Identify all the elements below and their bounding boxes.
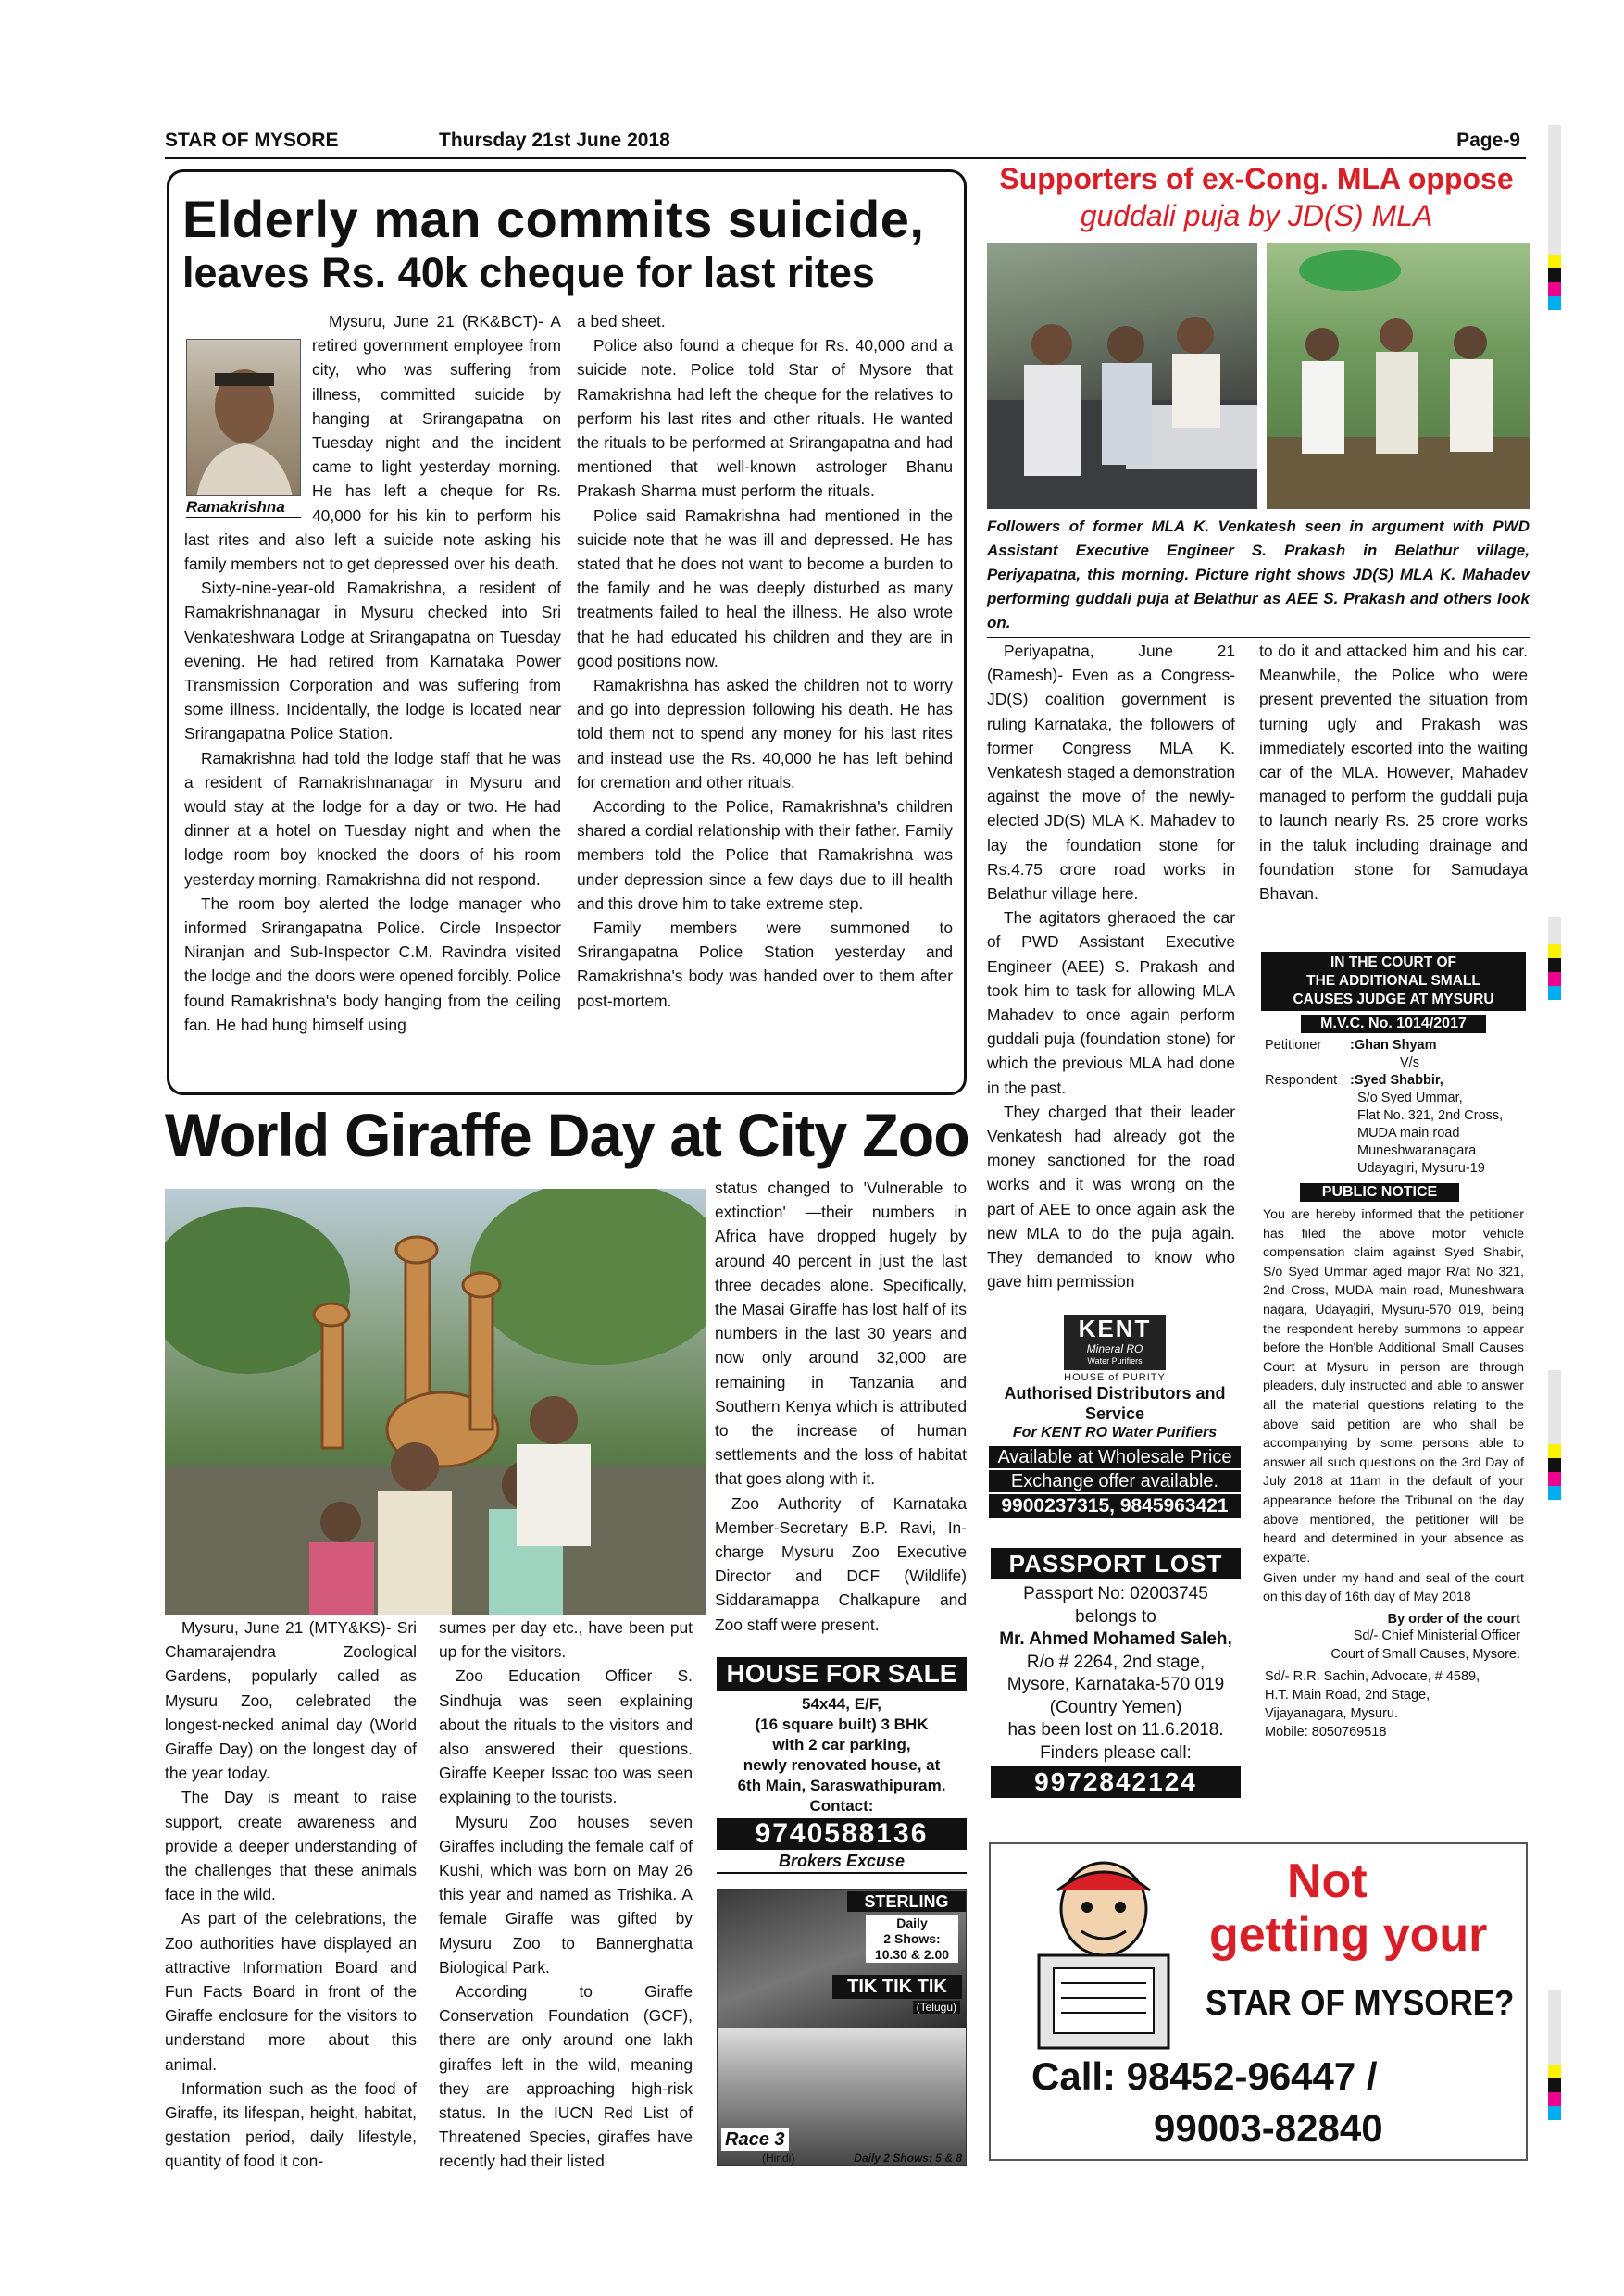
passport-phone: 9972842124 xyxy=(991,1766,1241,1798)
petitioner-label: Petitioner xyxy=(1265,1038,1322,1053)
color-bar-mid2 xyxy=(1548,1370,1561,1500)
court-title-3: CAUSES JUDGE AT MYSURU xyxy=(1293,992,1494,1007)
giraffe-col2-p3: Mysuru Zoo houses seven Giraffes including the female calf of Kushi, which was born on May 26 this year and named as Trishika. A female Giraffe was gifted by Mysuru Zoo to Bannerghatta Biological Park. xyxy=(439,1812,693,1977)
suicide-headline-2: leaves Rs. 40k cheque for last rites xyxy=(182,249,875,296)
respondent-name: :Syed Shabbir, xyxy=(1350,1073,1443,1088)
suicide-col2-p0: a bed sheet. xyxy=(577,312,666,331)
suicide-col1-p2: Sixty-nine-year-old Ramakrishna, a resident of Ramakrishnanagar in Mysuru checked into Sri Venkateshwara Lodge at Srirangapatna on Tuesday evening. He had retired from Karnataka Power Transmission Corporation and was suffering from some illness. Incidentally, the lodge is located near Srirangapatna Police Station. xyxy=(184,579,561,743)
kent-line-3: Available at Wholesale Price xyxy=(989,1446,1241,1468)
guddali-puja-icon xyxy=(1267,243,1530,509)
house-sale-line-1: 54x44, E/F, xyxy=(801,1695,881,1713)
color-bar-mid xyxy=(1548,917,1561,1000)
house-sale-line-6: Contact: xyxy=(809,1797,874,1815)
respondent-addr-4: Muneshwaranagara xyxy=(1357,1143,1477,1158)
sterling-movie-2: Race 3 xyxy=(721,2128,789,2151)
giraffe-col2 xyxy=(439,1616,693,2174)
mla-headline-1: Supporters of ex-Cong. MLA oppose xyxy=(999,162,1514,195)
house-sale-ad xyxy=(717,1657,967,1879)
mla-col1 xyxy=(987,639,1235,1293)
kent-line-1: Authorised Distributors and Service xyxy=(1004,1384,1226,1423)
respondent-addr-5: Udayagiri, Mysuru-19 xyxy=(1357,1161,1485,1176)
giraffe-headline: World Giraffe Day at City Zoo xyxy=(165,1101,969,1169)
house-sale-line-5: 6th Main, Saraswathipuram. xyxy=(737,1777,946,1794)
passport-lost-ad xyxy=(991,1548,1241,1803)
house-sale-phone: 9740588136 xyxy=(717,1818,967,1850)
suicide-col2 xyxy=(577,309,953,1013)
suicide-col2-p1: Police also found a cheque for Rs. 40,000 and a suicide note. Police told Star of Mysore that Ramakrishna had left the cheque for the relatives to perform his last rites and other rituals. He wanted the rituals to be performed at Srirangapatna and had mentioned that well-known astrologer Bhanu Prakash Sharma must perform the rituals. xyxy=(577,336,953,501)
giraffe-col1-p1: Mysuru, June 21 (MTY&KS)- Sri Chamarajendra Zoological Gardens, popularly called as Mysuru Zoo, celebrated the longest-necked animal day (World Giraffe Day) on the longest day of the year today. xyxy=(165,1618,417,1783)
issue-date: Thursday 21st June 2018 xyxy=(439,130,670,151)
passport-line-6: (Country Yemen) xyxy=(1049,1697,1182,1717)
ramakrishna-caption: Ramakrishna xyxy=(186,498,301,518)
sterling-movie-1: TIK TIK TIK xyxy=(832,1975,962,1999)
court-case-no: M.V.C. No. 1014/2017 xyxy=(1301,1015,1486,1033)
petitioner-name: :Ghan Shyam xyxy=(1350,1038,1437,1053)
versus: V/s xyxy=(1400,1055,1419,1070)
court-given: Given under my hand and seal of the court on this day of 16th day of May 2018 xyxy=(1263,1571,1524,1605)
giraffe-col3 xyxy=(715,1176,967,1637)
court-name: Court of Small Causes, Mysore. xyxy=(1330,1647,1520,1663)
suicide-lead: Mysuru, June 21 (RK&BCT)- A retired government employee from city, who was suffering from illness, committed suicide by hanging at Srirangapatna on Tuesday night and the incident came to light yesterday morning. He has left a cheque for Rs. 40,000 for his kin to perform his last rites and also left a suicide note asking his family members not to get depressed over his death. xyxy=(184,312,561,574)
house-sale-title: HOUSE FOR SALE xyxy=(717,1657,967,1691)
suicide-story xyxy=(167,169,967,1095)
mla-photo-right xyxy=(1267,243,1530,509)
passport-line-4: R/o # 2264, 2nd stage, xyxy=(1026,1652,1206,1672)
sterling-daily: Daily xyxy=(896,1915,928,1930)
kent-sub: Mineral RO xyxy=(1086,1342,1143,1355)
page-number: Page-9 xyxy=(1456,130,1520,151)
mla-col2-p1: to do it and attacked him and his car. Meanwhile, the Police who were present prevented the situation from turning ugly and Prakash was immediately escorted into the waiting car of the MLA. However, Mahadev managed to perform the guddali puja to launch nearly Rs. 25 crore works in the taluk including drainage and foundation stone for Samudaya Bhavan. xyxy=(1259,642,1528,904)
mla-col2 xyxy=(1259,639,1528,905)
giraffe-col1-p4: Information such as the food of Giraffe, its lifespan, height, habitat, gestation period, daily lifestyle, quantity of food it con- xyxy=(165,2078,417,2171)
house-sale-footer: Brokers Excuse xyxy=(717,1850,967,1874)
sterling-times: 10.30 & 2.00 xyxy=(874,1947,950,1962)
som-line-2: getting your xyxy=(1209,1908,1488,1962)
newspaper-boy-icon xyxy=(1002,1853,1196,2057)
som-line-1: Not xyxy=(1287,1854,1368,1908)
giraffe-col2-p1: sumes per day etc., have been put up for the visitors. xyxy=(439,1618,693,1662)
house-sale-line-4: newly renovated house, at xyxy=(743,1756,941,1774)
kent-house: HOUSE of PURITY xyxy=(1064,1372,1166,1383)
som-line-4: Call: 98452-96447 / xyxy=(1031,2054,1378,2098)
header-rule xyxy=(165,157,1526,159)
advocate: Sd/- R.R. Sachin, Advocate, # 4589, xyxy=(1265,1669,1480,1685)
giraffe-col3-p1: status changed to 'Vulnerable to extinction' —their numbers in Africa have dropped hugely by around 40 percent in just the last three decades alone. Specifically, the Masai Giraffe has lost half of its numbers in the last 30 years and now only around 32,000 are remaining in Tanzania and Southern Kenya which is attributed to the increase of human settlements and the loss of habitat that goes along with it. xyxy=(715,1179,967,1489)
crowd-argument-icon xyxy=(987,243,1257,509)
photo-wrap-space xyxy=(184,309,306,515)
court-officer: Sd/- Chief Ministerial Officer xyxy=(1353,1628,1520,1644)
public-notice-body: You are hereby informed that the petitioner has filed the above motor vehicle compensation claim against Syed Shabir, S/o Syed Ummar aged major R/at No 321, 2nd Cross, MUDA main road, Muneshwara nagara, Udayagiri, Mysuru-570 019, being the respondent hereby summons to appear before the Hon'ble Additional Small Causes Court at Mysuru in person are through pleaders, duly instructed and able to answer all the material questions relating to the above said petition are who shall be accompanying by some persons able to answer all such questions on the 3rd Day of July 2018 at 11am in the default of your appearance before the Tribunal on the day above mentioned, the petitioner will be heard and determined in your absence as exparte. xyxy=(1263,1207,1524,1566)
giraffe-col1-p3: As part of the celebrations, the Zoo authorities have displayed an attractive Information Board and Fun Facts Board in front of the Giraffe enclosure for the visitors to understand more about this animal. xyxy=(165,1909,417,2074)
kent-line-4: Exchange offer available. xyxy=(989,1470,1241,1492)
court-title-box xyxy=(1261,952,1526,1011)
court-parties xyxy=(1261,1037,1526,1148)
giraffe-photo xyxy=(165,1189,706,1615)
mla-headline-2: guddali puja by JD(S) MLA xyxy=(1080,199,1433,232)
giraffe-col1 xyxy=(165,1616,417,2174)
newspaper-boy-illustration xyxy=(1002,1853,1196,2057)
sterling-lang-1: (Telugu) xyxy=(913,2001,960,2014)
color-bar-top xyxy=(1548,125,1561,310)
passport-line-5: Mysore, Karnataka-570 019 xyxy=(1006,1675,1225,1694)
kent-line-2: For KENT RO Water Purifiers xyxy=(1012,1425,1218,1441)
respondent-addr-3: MUDA main road xyxy=(1357,1126,1460,1141)
mla-col1-p2: The agitators gheraoed the car of PWD Assistant Executive Engineer (AEE) S. Prakash and took him to task for allowing MLA Mahadev to once again perform guddali puja (foundation stone) for which the previous MLA had done in the past. xyxy=(987,908,1235,1097)
mla-photo-left xyxy=(987,243,1257,509)
giraffe-icon xyxy=(165,1189,706,1615)
respondent-addr-2: Flat No. 321, 2nd Cross, xyxy=(1357,1108,1504,1123)
advocate-mobile: Mobile: 8050769518 xyxy=(1265,1725,1387,1741)
sterling-title: STERLING xyxy=(847,1891,966,1912)
advocate-addr-2: Vijayanagara, Mysuru. xyxy=(1265,1706,1399,1722)
sterling-ad xyxy=(717,1889,967,2166)
passport-title: PASSPORT LOST xyxy=(991,1548,1241,1579)
advocate-addr-1: H.T. Main Road, 2nd Stage, xyxy=(1265,1688,1430,1703)
court-title-1: IN THE COURT OF xyxy=(1330,955,1457,970)
court-notice xyxy=(1261,952,1526,1824)
suicide-col2-p3: Ramakrishna has asked the children not to worry and go into depression following his death. He has told them not to spend any money for his last rites and instead use the Rs. 40,000 he has left behind for cremation and other rituals. xyxy=(577,676,953,792)
kent-tag: Water Purifiers xyxy=(1087,1356,1143,1366)
suicide-col1-p3: Ramakrishna had told the lodge staff that he was a resident of Ramakrishnanagar in Mysuru and would stay at the lodge for a day or two. He had dinner at a hotel on Tuesday night and when the lodge room boy knocked the doors of his room yesterday morning, Ramakrishna did not respond. xyxy=(184,748,561,889)
som-line-3: STAR OF MYSORE? xyxy=(1206,1984,1515,2023)
giraffe-col3-p2: Zoo Authority of Karnataka Member-Secretary B.P. Ravi, In-charge Mysuru Zoo Executive Director and DCF (Wildlife) Siddaramappa Chalkapure and Zoo staff were present. xyxy=(715,1493,967,1634)
mla-col1-p3: They charged that their leader Venkatesh had already got the money sanctioned for the road works and it was wrong on the part of AEE to once again ask the new MLA to do the puja again. They demanded to know who gave him permission xyxy=(987,1102,1235,1292)
respondent-addr-1: S/o Syed Ummar, xyxy=(1357,1091,1463,1105)
masthead xyxy=(165,130,1526,157)
kent-brand: KENT xyxy=(1078,1315,1152,1342)
paper-name: STAR OF MYSORE xyxy=(165,130,339,151)
giraffe-col1-p2: The Day is meant to raise support, create awareness and provide a deeper understanding of the challenges that these animals face in the wild. xyxy=(165,1788,417,1904)
suicide-col1-p4: The room boy alerted the lodge manager who informed Srirangapatna Police. Circle Inspector Niranjan and Sub-Inspector C.M. Ravindra visited the lodge and the doors were opened forcibly. Police found Ramakrishna's body hanging from the ceiling fan. He had hung himself using xyxy=(184,893,561,1034)
giraffe-col2-p2: Zoo Education Officer S. Sindhuja was seen explaining about the rituals to the visitors and also answered their questions. Giraffe Keeper Issac too was seen explaining to the tourists. xyxy=(439,1666,693,1807)
suicide-col2-p5: Family members were summoned to Srirangapatna Police Station yesterday and Ramakrishna's body was handed over to them after post-mortem. xyxy=(577,918,953,1010)
sterling-shows: 2 Shows: xyxy=(883,1931,941,1946)
respondent-label: Respondent xyxy=(1265,1073,1338,1088)
passport-line-1: Passport No: 02003745 xyxy=(1023,1584,1208,1603)
giraffe-col2-p4: According to Giraffe Conservation Foundation (GCF), there are only around one lakh giraffes left in the wild, meaning they are approaching high-risk status. In the IUCN Red List of Threatened Species, giraffes have recently had their listed xyxy=(439,1982,693,2171)
house-sale-line-2: (16 square built) 3 BHK xyxy=(755,1716,929,1733)
sterling-lang-2: (Hindi) xyxy=(762,2152,795,2165)
sterling-shows-2: Daily 2 Shows: 5 & 8 xyxy=(854,2152,962,2165)
suicide-col2-p4: According to the Police, Ramakrishna's children shared a cordial relationship with their father. Family members told the Police that Ramakrishna was under depression since a few days due to ill health and this drove him to take extreme step. xyxy=(577,797,953,913)
passport-line-2: belongs to xyxy=(1075,1606,1156,1627)
sterling-showbox xyxy=(866,1915,958,1963)
passport-line-8: Finders please call: xyxy=(1040,1742,1192,1763)
kent-phone: 9900237315, 9845963421 xyxy=(989,1494,1241,1518)
court-title-2: THE ADDITIONAL SMALL xyxy=(1306,973,1480,989)
mla-photo-caption: Followers of former MLA K. Venkatesh seen in argument with PWD Assistant Executive Engineer S. Prakash in Belathur village, Periyapatna, this morning. Picture right shows JD(S) MLA K. Mahadev performing guddali puja at Belathur as AEE S. Prakash and others look on. xyxy=(987,515,1530,638)
som-line-5: 99003-82840 xyxy=(1154,2106,1383,2150)
star-of-mysore-ad xyxy=(989,1842,1528,2161)
passport-line-7: has been lost on 11.6.2018. xyxy=(1007,1720,1224,1740)
mla-col1-p1: Periyapatna, June 21 (Ramesh)- Even as a Congress-JD(S) coalition government is ruling Karnataka, the followers of former Congress MLA K. Venkatesh staged a demonstration against the move of the newly-elected JD(S) MLA K. Mahadev to lay the foundation stone for Rs.4.75 crore road works in Belathur village here. xyxy=(987,642,1235,904)
house-sale-line-3: with 2 car parking, xyxy=(772,1736,911,1753)
kent-logo xyxy=(1064,1315,1166,1370)
color-bar-bottom xyxy=(1548,1990,1561,2120)
house-sale-details xyxy=(717,1694,967,1816)
suicide-headline-1: Elderly man commits suicide, xyxy=(182,190,925,248)
passport-details xyxy=(991,1583,1241,1765)
kent-ad xyxy=(989,1313,1241,1535)
suicide-col1 xyxy=(184,309,561,1037)
suicide-col2-p2: Police said Ramakrishna had mentioned in the suicide note that he was ill and depressed. He has stated that he does not want to become a burden to the family and he was deeply disturbed as many treatments failed to heal the illness. He also wrote that he had educated his children and they are in good positions now. xyxy=(577,505,953,670)
court-order: By order of the court xyxy=(1387,1612,1520,1628)
public-notice-title: PUBLIC NOTICE xyxy=(1300,1183,1459,1202)
passport-line-3: Mr. Ahmed Mohamed Saleh, xyxy=(999,1629,1232,1649)
